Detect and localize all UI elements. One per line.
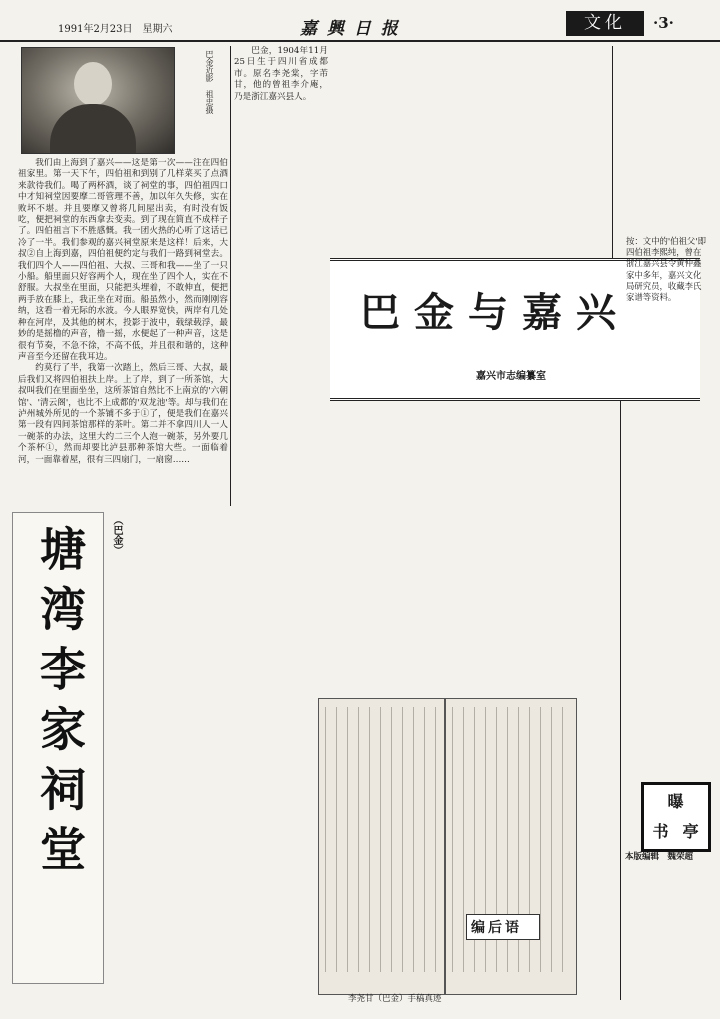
- page-editor: 本版编辑 魏荣超: [625, 852, 694, 862]
- photo-caption: 巴金近影 祖忠摄: [205, 50, 214, 114]
- page-header: [0, 0, 720, 42]
- masthead: 嘉 興 日 报: [300, 19, 400, 39]
- calligraphy-text: 塘湾李家祠堂: [33, 525, 87, 885]
- calligraphy-image: [12, 512, 104, 984]
- article-title: 巴金与嘉兴: [360, 290, 630, 336]
- badge-char: 曝: [667, 792, 684, 811]
- article-column-2: [234, 46, 328, 254]
- badge-char: 亭: [682, 822, 699, 841]
- issue-date: 1991年2月23日 星期六: [58, 24, 173, 35]
- column-badge: [641, 782, 711, 852]
- article-paragraph: 巴金，1904年11月25日生于四川省成都市。原名李尧棠，字芾甘，他的曾祖李介庵，乃是浙江嘉兴县人。: [234, 46, 328, 102]
- article-author: 嘉兴市志编纂室: [476, 371, 546, 382]
- article-column-1: [18, 158, 228, 510]
- manuscript-image: [318, 698, 445, 995]
- article-paragraph: 约莫行了半，我第一次踏上，然后三哥、大叔，最后我们又将四伯祖扶上岸。上了岸，到了一所茶馆，大叔叫我们在里面坐坐，这所茶馆自然比不上南京的'六朝馆'、'清云阁'，也比不上成都的'双龙池'等。却与我们在泸州城外所见的一个茶铺不多于①了，便是我们在嘉兴第一段有四间茶馆那样的茶叶。第二并不拿四川人一人一碗茶的办法，这里大约二三个人泡一碗茶，另外要几个茶杯①，然而却要比泸县那种茶馆大些。一面临着河，一面靠着屋，很有三四扇门，一扇窗……: [18, 363, 228, 465]
- portrait-photo: [21, 47, 175, 154]
- manuscript-image-2: [445, 698, 577, 995]
- editors-note-title: 编后语: [466, 914, 540, 940]
- calligraphy-author: （巴金）: [111, 515, 122, 555]
- side-note: 按：文中的'伯祖父'即四伯祖李熙纯，曾在浙江嘉兴县令黄仲鑫家中多年，嘉兴文化局研究员，收藏李氏家谱等资料。: [626, 236, 706, 303]
- page-number: ·3·: [653, 14, 674, 32]
- manuscript-caption: 李尧甘（巴金）手稿真迹: [348, 994, 442, 1004]
- article-paragraph: 我们由上海到了嘉兴——这是第一次——注在四伯祖家里。第一天下午，四伯祖和到别了几样菜买了点酒来款待我们。喝了两杯酒，谈了祠堂的事，四伯祖四口中才知祠堂因要摩二哥管理不善，加以年久失修，实在败坏不堪。并且要摩又曾将几间屋出卖，有时没有饭吃，便把祠堂的东西拿去变卖。到了现在简直不成样子了。四伯祖言下不胜感慨。我一团火热的心听了这话已冷了一半。我们参观的嘉兴祠堂原来是这样！后来，大叔②自上海到嘉，四伯祖便约定与我们一路到祠堂去。我们四个人——四伯祖、大叔、三哥和我——坐了一只小船。船里面只好容两个人，现在坐了四个人，实在不舒服。大叔坐在里面，只能把头埋着，不敢伸直，便把两手放在膝上，我正坐在对面。船虽然小，然而刚刚容纳，这看一着无际的水波。今人眼界宽快，两岸有几处种在河岸，及其他的树木，投影于波中，载绿载浮，最妙的是摇橹的声音，橹一摇，水便起了一种声音，这是很有节奏，不急不徐，不高不低，并且很和谐的，这种声音至今还留在我耳边。: [18, 158, 228, 362]
- badge-char: 书: [652, 822, 669, 841]
- section-label: 文化: [566, 11, 644, 36]
